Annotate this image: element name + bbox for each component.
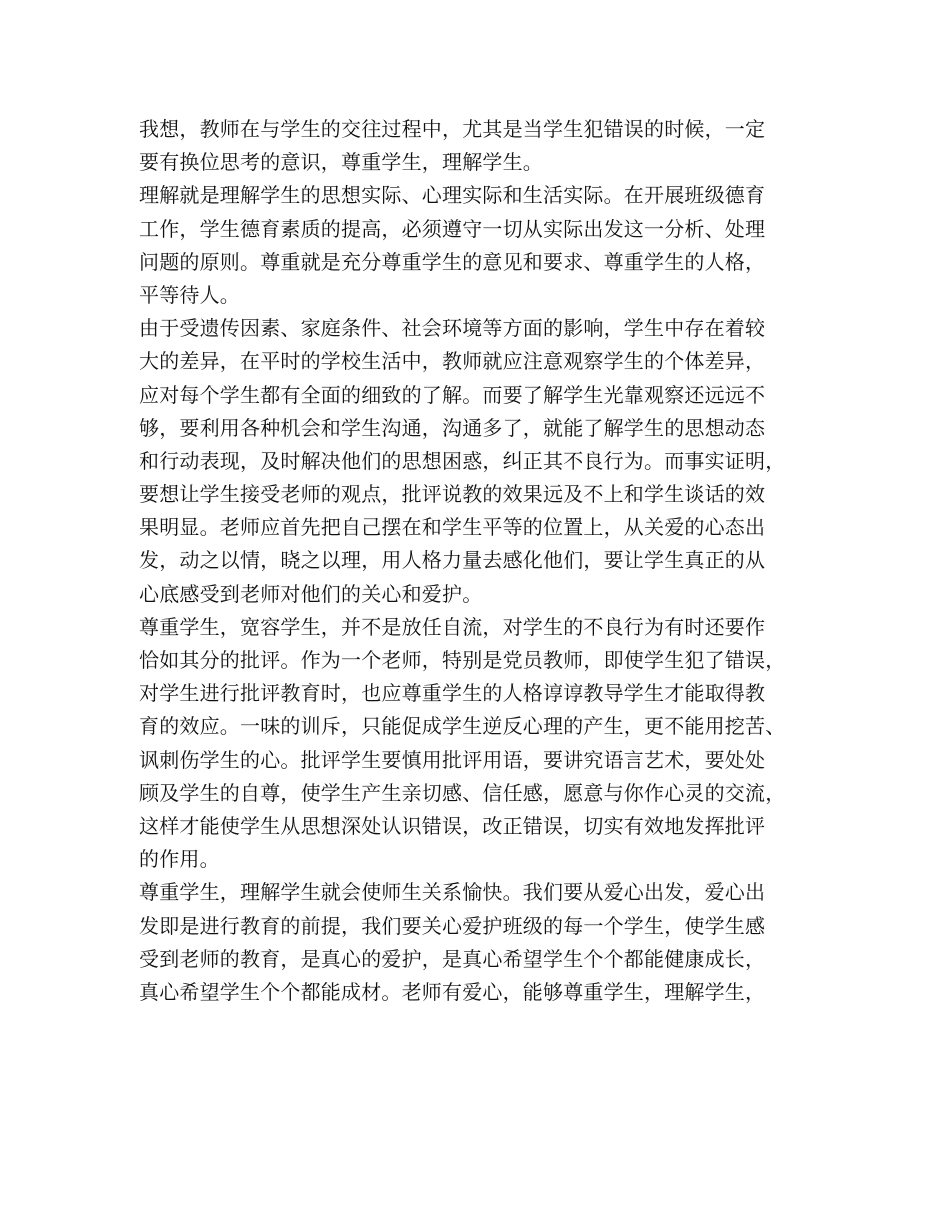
text-line: 对学生进行批评教育时，也应尊重学生的人格谆谆教导学生才能取得教 (139, 681, 766, 706)
text-line: 和行动表现，及时解决他们的思想困惑，纠正其不良行为。而事实证明， (139, 448, 786, 473)
text-line: 问题的原则。尊重就是充分尊重学生的意见和要求、尊重学生的人格， (139, 249, 766, 274)
text-line: 发即是进行教育的前提，我们要关心爱护班级的每一个学生，使学生感 (139, 913, 766, 938)
text-line: 的作用。 (139, 847, 220, 872)
text-line: 工作，学生德育素质的提高，必须遵守一切从实际出发这一分析、处理 (139, 216, 766, 241)
text-line: 果明显。老师应首先把自己摆在和学生平等的位置上，从关爱的心态出 (139, 515, 766, 540)
text-line: 尊重学生，宽容学生，并不是放任自流，对学生的不良行为有时还要作 (139, 614, 766, 639)
text-line: 这样才能使学生从思想深处认识错误，改正错误，切实有效地发挥批评 (139, 813, 766, 838)
text-line: 要想让学生接受老师的观点，批评说教的效果远及不上和学生谈话的效 (139, 482, 766, 507)
text-line: 应对每个学生都有全面的细致的了解。而要了解学生光靠观察还远远不 (139, 382, 766, 407)
text-line: 发，动之以情，晓之以理，用人格力量去感化他们，要让学生真正的从 (139, 548, 766, 573)
text-line: 平等待人。 (139, 282, 240, 307)
text-line: 理解就是理解学生的思想实际、心理实际和生活实际。在开展班级德育 (139, 183, 766, 208)
text-line: 真心希望学生个个都能成材。老师有爱心，能够尊重学生，理解学生， (139, 979, 766, 1004)
text-line: 由于受遗传因素、家庭条件、社会环境等方面的影响，学生中存在着较 (139, 316, 766, 341)
document-body (139, 113, 829, 1009)
text-line: 恰如其分的批评。作为一个老师，特别是党员教师，即使学生犯了错误， (139, 648, 786, 672)
text-line: 顾及学生的自尊，使学生产生亲切感、信任感，愿意与你作心灵的交流， (139, 780, 786, 805)
text-line: 讽刺伤学生的心。批评学生要慎用批评用语，要讲究语言艺术，要处处 (139, 747, 766, 772)
text-line: 够，要利用各种机会和学生沟通，沟通多了，就能了解学生的思想动态 (139, 415, 766, 440)
text-line: 我想，教师在与学生的交往过程中，尤其是当学生犯错误的时候，一定 (139, 117, 766, 141)
text-line: 要有换位思考的意识，尊重学生，理解学生。 (139, 150, 543, 175)
text-line: 受到老师的教育，是真心的爱护，是真心希望学生个个都能健康成长， (139, 946, 766, 971)
text-line: 心底感受到老师对他们的关心和爱护。 (139, 581, 483, 606)
text-line: 育的效应。一味的训斥，只能促成学生逆反心理的产生，更不能用挖苦、 (139, 714, 786, 739)
text-line: 尊重学生，理解学生就会使师生关系愉快。我们要从爱心出发，爱心出 (139, 880, 766, 905)
text-line: 大的差异，在平时的学校生活中，教师就应注意观察学生的个体差异， (139, 349, 766, 374)
